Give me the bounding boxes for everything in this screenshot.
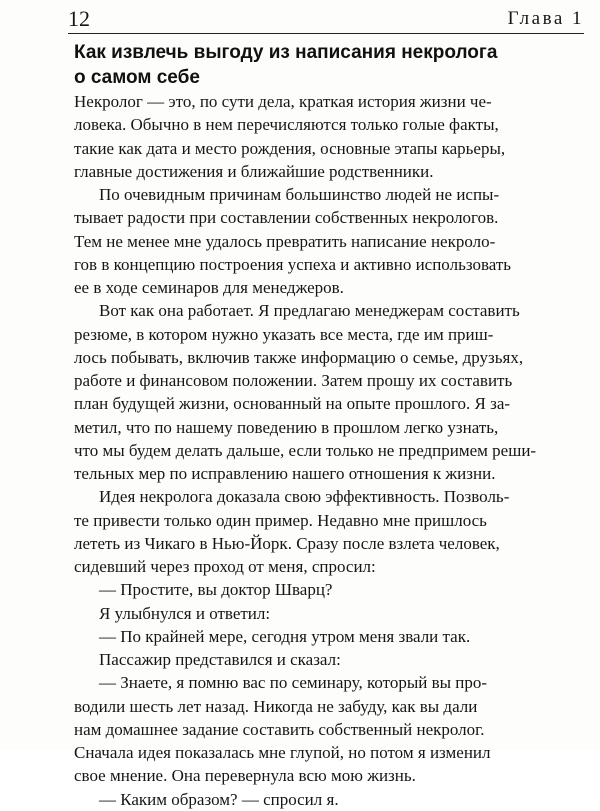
text-line: водили шесть лет назад. Никогда не забуду, как вы дали — [74, 696, 478, 716]
page-number: 12 — [68, 6, 90, 31]
text-line: Некролог — это, по сути дела, краткая история жизни че- — [74, 92, 492, 111]
text-line: план будущей жизни, основанный на опыте прошлого. Я за- — [74, 394, 511, 414]
running-head-chapter: Глава 1 — [507, 8, 584, 29]
text-line: такие как дата и место рождения, основные этапы карьеры, — [74, 138, 506, 158]
text-line: ловека. Обычно в нем перечисляются только голые факты, — [74, 115, 499, 135]
text-line: резюме, в котором нужно указать все места, где им приш- — [74, 324, 494, 344]
text-line: тельных мер по исправлению нашего отношения к жизни. — [74, 464, 496, 483]
text-line: главные достижения и ближайшие родственники. — [74, 161, 434, 181]
text-line: По очевидным причинам большинство людей не испы- — [99, 185, 500, 204]
text-line: сидевший через проход от меня, спросил: — [74, 557, 376, 576]
section-title-line: Как извлечь выгоду из написания некролога — [74, 42, 498, 63]
section-title — [74, 40, 574, 90]
header-rule — [68, 33, 584, 34]
dialogue-line: — Простите, вы доктор Шварц? — [99, 580, 333, 600]
text-line: Вот как она работает. Я предлагаю менеджерам составить — [99, 301, 520, 321]
text-line: Идея некролога доказала свою эффективность. Позволь- — [99, 487, 510, 507]
section-title-line: о самом себе — [74, 67, 200, 88]
text-line: лететь из Чикаго в Нью-Йорк. Сразу после взлета человек, — [74, 533, 500, 553]
text-line: что мы будем делать дальше, если только не предпримем реши- — [74, 440, 537, 460]
text-line: Тем не менее мне удалось превратить написание некроло- — [74, 231, 496, 251]
text-line: тывает радости при составлении собственных некрологов. — [74, 208, 499, 228]
text-line: нам домашнее задание составить собственный некролог. — [74, 719, 485, 739]
text-line: Я улыбнулся и ответил: — [99, 603, 271, 623]
text-line: гов в концепцию построения успеха и активно использовать — [74, 254, 512, 274]
text-line: те привести только один пример. Недавно мне пришлось — [74, 510, 487, 530]
text-line: свое мнение. Она перевернула всю мою жизнь. — [74, 766, 416, 786]
dialogue-line: — Каким образом? — спросил я. — [99, 789, 339, 809]
text-line: ее в ходе семинаров для менеджеров. — [74, 278, 344, 297]
text-line: лось побывать, включив также информацию о семье, друзьях, — [74, 347, 524, 367]
text-line: Сначала идея показалась мне глупой, но потом я изменил — [74, 743, 491, 762]
dialogue-line: — По крайней мере, сегодня утром меня звали так. — [99, 626, 471, 646]
text-line: метил, что по нашему поведению в прошлом легко узнать, — [74, 417, 499, 437]
text-line: Пассажир представился и сказал: — [99, 650, 341, 669]
body-text — [74, 90, 584, 811]
dialogue-line: — Знаете, я помню вас по семинару, который вы про- — [99, 673, 488, 693]
page-header — [68, 2, 584, 32]
text-line: работе и финансовом положении. Затем прошу их составить — [74, 371, 513, 390]
